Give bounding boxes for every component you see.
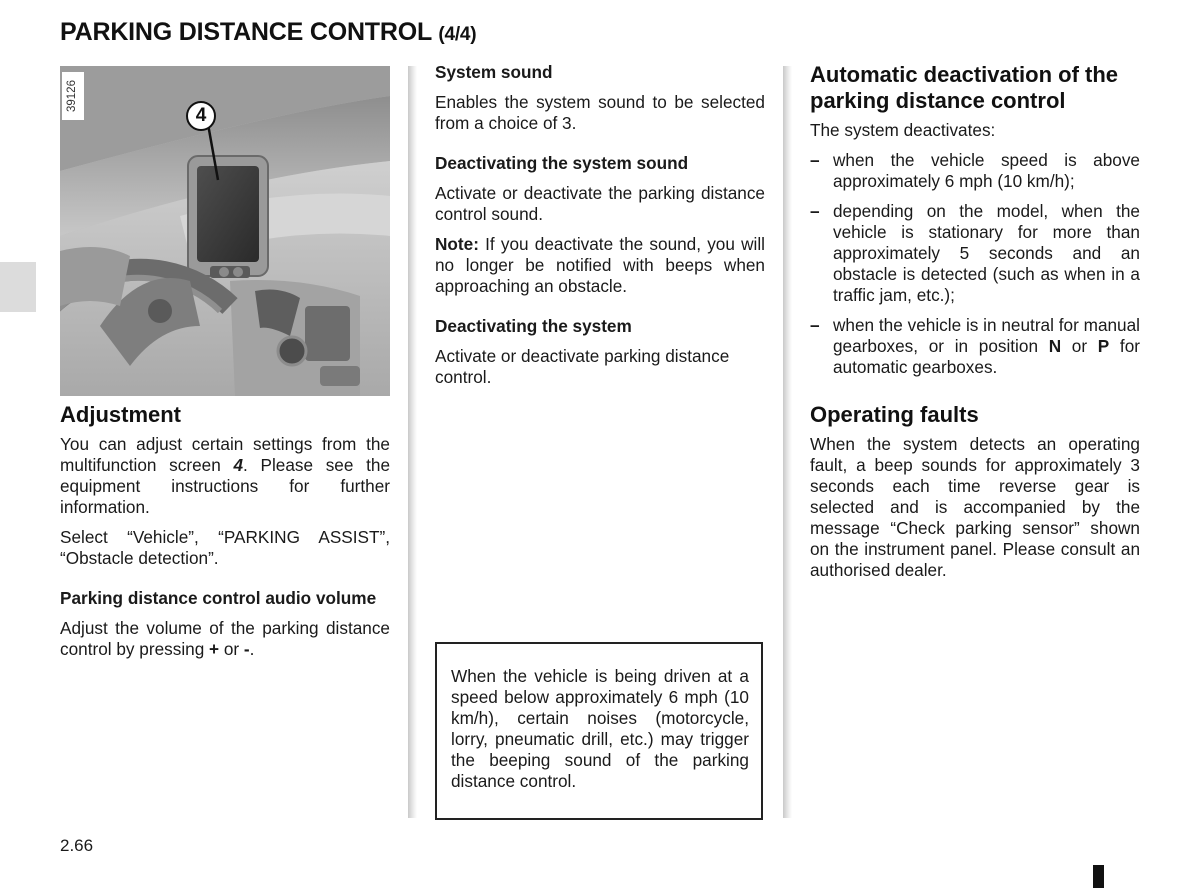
dash-bullet: – bbox=[810, 315, 820, 335]
dashboard-illustration bbox=[60, 66, 390, 396]
text-span: You can adjust certain settings from the multifunction screen bbox=[60, 434, 390, 475]
column-right bbox=[810, 62, 1140, 590]
list-item bbox=[810, 150, 1140, 192]
column-left bbox=[60, 402, 390, 669]
text-span: Adjust the volume of the parking distance control by pressing bbox=[60, 618, 390, 659]
column-divider-right bbox=[783, 66, 792, 818]
text-span: . bbox=[249, 639, 255, 659]
warning-box: When the vehicle is being driven at a speed below approximately 6 mph (10 km/h), certain noises (motorcycle, lorry, pneumatic drill, etc.) may trigger the beeping sound of the parking distance control. bbox=[435, 642, 763, 820]
heading-audio-volume: Parking distance control audio volume bbox=[60, 588, 377, 608]
list-item bbox=[810, 201, 1140, 306]
deactivation-list bbox=[810, 150, 1140, 378]
section-tab-marker bbox=[0, 262, 36, 312]
deactivation-intro: The system deactivates: bbox=[810, 120, 996, 140]
heading-adjustment: Adjustment bbox=[60, 402, 181, 427]
list-item-text: or bbox=[1061, 336, 1098, 356]
list-item bbox=[810, 315, 1140, 378]
page-corner-mark bbox=[1093, 865, 1104, 888]
note-label: Note: bbox=[435, 234, 479, 254]
page-number: 2.66 bbox=[60, 836, 94, 855]
system-sound-text: Enables the system sound to be selected from a choice of 3. bbox=[435, 92, 765, 133]
gear-p: P bbox=[1097, 336, 1110, 356]
deactivating-sound-text: Activate or deactivate the parking distance control sound. bbox=[435, 183, 765, 224]
page-title bbox=[60, 18, 476, 47]
dash-bullet: – bbox=[810, 201, 820, 221]
plus-symbol: + bbox=[209, 639, 220, 659]
list-item-text: for automatic gearboxes. bbox=[833, 336, 1140, 377]
operating-faults-text: When the system detects an operating fault, a beep sounds for approximately 3 seconds each time reverse gear is selected and is accompanied by the message “Check parking sensor” shown on the instrument panel. Please consult an authorised dealer. bbox=[810, 434, 1140, 580]
callout-4: 4 bbox=[186, 101, 216, 131]
list-item-text: depending on the model, when the vehicle is stationary for more than approximately 5 seconds and an obstacle is detected (such as when in a traffic jam, etc.); bbox=[833, 201, 1140, 305]
heading-deactivating-sound: Deactivating the system sound bbox=[435, 153, 689, 173]
adjustment-text bbox=[60, 434, 390, 518]
dashboard-drawing bbox=[60, 66, 390, 396]
heading-automatic-deactivation: Automatic deactivation of the parking distance control bbox=[810, 62, 1119, 113]
note-paragraph bbox=[435, 234, 765, 297]
list-item-text: when the vehicle is in neutral for manual gearboxes, or in position bbox=[833, 315, 1140, 356]
heading-system-sound: System sound bbox=[435, 62, 553, 82]
gear-n: N bbox=[1048, 336, 1062, 356]
figure-reference-number: 39126 bbox=[62, 72, 84, 120]
deactivating-system-text: Activate or deactivate parking distance control. bbox=[435, 346, 730, 387]
text-span: or bbox=[219, 639, 244, 659]
column-middle bbox=[435, 62, 765, 397]
heading-deactivating-system: Deactivating the system bbox=[435, 316, 632, 336]
select-instructions: Select “Vehicle”, “PARKING ASSIST”, “Obstacle detection”. bbox=[60, 527, 390, 568]
page-title-part: (4/4) bbox=[438, 24, 477, 45]
column-divider-left bbox=[408, 66, 417, 818]
audio-volume-text bbox=[60, 618, 390, 660]
minus-symbol: - bbox=[243, 639, 250, 659]
screen-ref: 4 bbox=[233, 455, 244, 475]
heading-operating-faults: Operating faults bbox=[810, 402, 979, 427]
list-item-text: when the vehicle speed is above approximately 6 mph (10 km/h); bbox=[833, 150, 1140, 191]
text-span: . Please see the equipment instructions for further information. bbox=[60, 455, 391, 517]
dash-bullet: – bbox=[810, 150, 820, 170]
note-text: If you deactivate the sound, you will no longer be notified with beeps when approaching an obstacle. bbox=[435, 234, 765, 296]
page-title-main: PARKING DISTANCE CONTROL bbox=[60, 18, 432, 46]
